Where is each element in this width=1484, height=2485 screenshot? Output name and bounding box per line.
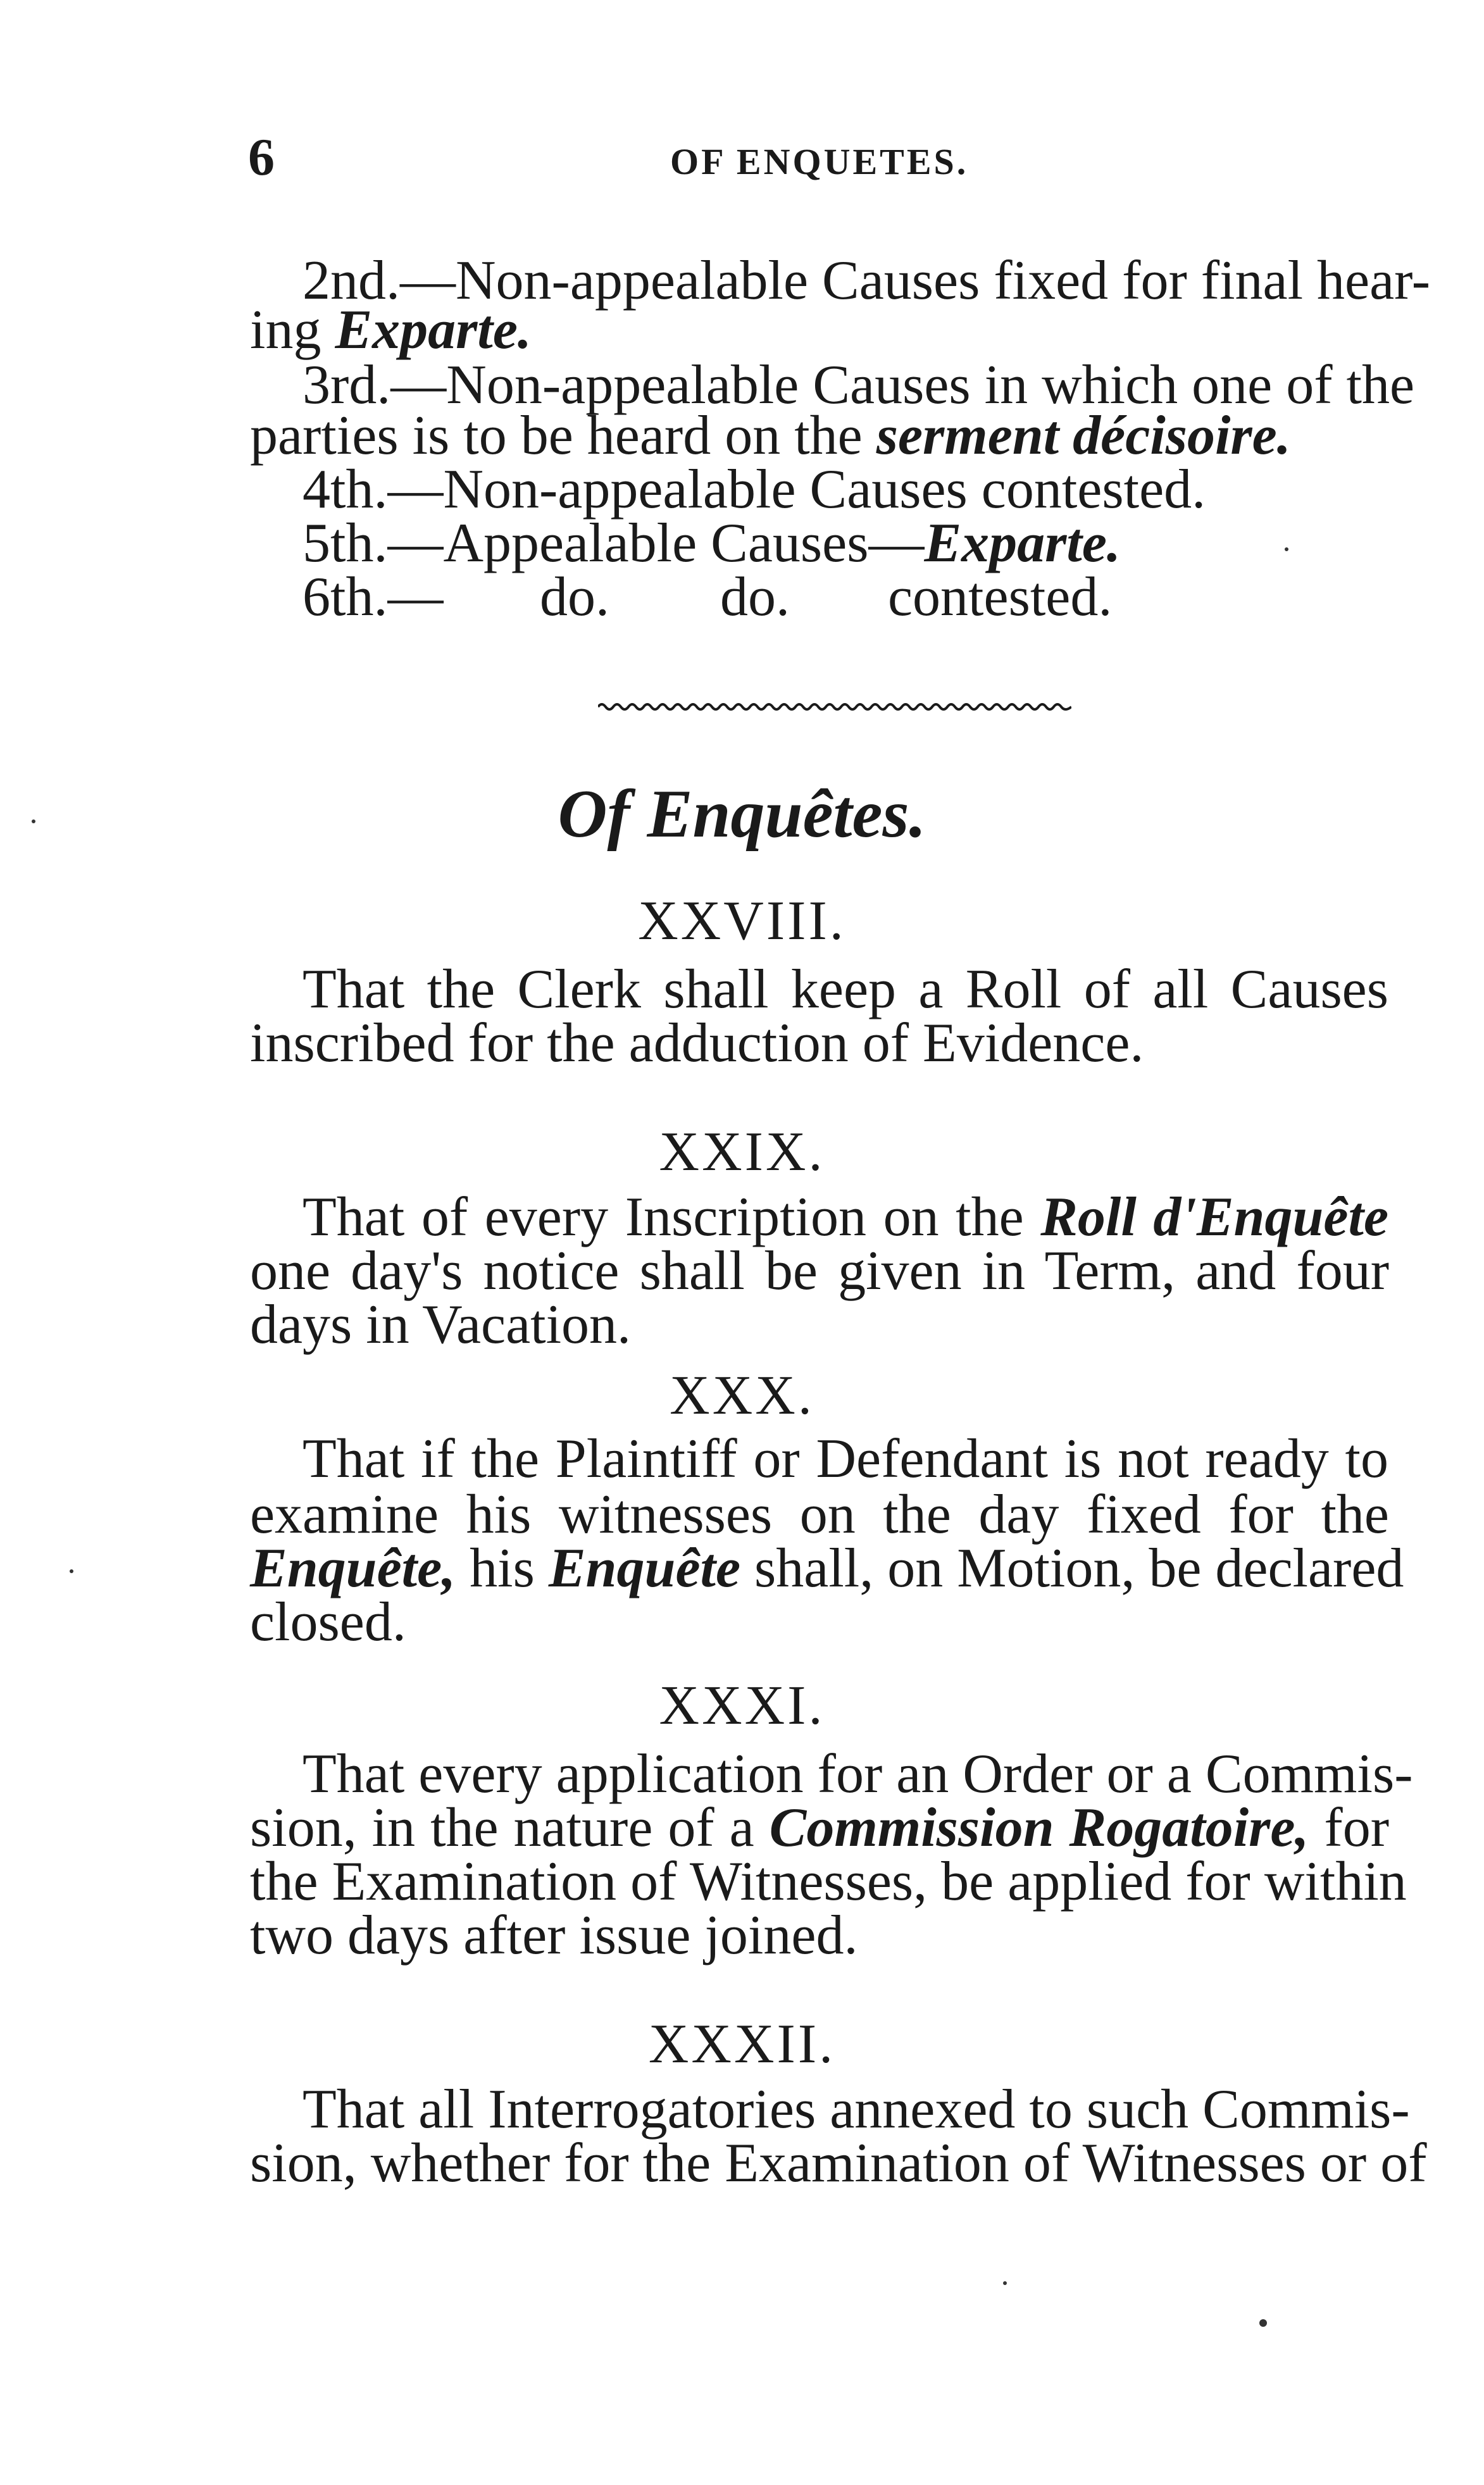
page-header	[248, 127, 1387, 196]
article-numeral: XXXII.	[648, 2014, 836, 2075]
scan-speck	[1285, 547, 1288, 551]
article-line: sion, whether for the Examination of Witnesses or of	[250, 2133, 1427, 2194]
article-numeral: XXXI.	[659, 1675, 825, 1736]
article-line: the Examination of Witnesses, be applied for within	[250, 1851, 1407, 1912]
running-head: OF ENQUETES.	[670, 141, 969, 182]
article-numeral: XXIX.	[659, 1121, 825, 1183]
page-number: 6	[248, 128, 275, 187]
list-item-6: 6th.— do. do. contested.	[302, 566, 1113, 628]
list-item-3-line-1: 3rd.—Non-appealable Causes in which one of the	[302, 354, 1415, 416]
article-line: Enquête, his Enquête shall, on Motion, be declared	[250, 1538, 1404, 1599]
scan-speck	[1259, 2319, 1267, 2327]
article-line: two days after issue joined.	[250, 1905, 858, 1966]
article-line: That the Clerk shall keep a Roll of all Causes	[302, 959, 1388, 1020]
article-line: days in Vacation.	[250, 1294, 632, 1355]
article-line: That every application for an Order or a Commis-	[302, 1743, 1413, 1805]
list-item-2-line-2: ing Exparte.	[250, 299, 532, 361]
wavy-divider	[598, 699, 1071, 714]
article-line: That of every Inscription on the Roll d'Enquête	[302, 1186, 1388, 1248]
scan-speck	[70, 1569, 73, 1573]
list-item-5: 5th.—Appealable Causes—Exparte.	[302, 513, 1121, 574]
article-line: examine his witnesses on the day fixed for the	[250, 1484, 1389, 1545]
list-item-3-line-2: parties is to be heard on the serment décisoire.	[250, 405, 1291, 466]
scan-speck	[32, 819, 35, 823]
list-item-4: 4th.—Non-appealable Causes contested.	[302, 459, 1206, 520]
scan-speck	[1003, 2281, 1007, 2285]
article-line: That all Interrogatories annexed to such Commis-	[302, 2079, 1410, 2140]
article-numeral: XXVIII.	[638, 890, 846, 952]
article-numeral: XXX.	[670, 1365, 814, 1426]
article-line: That if the Plaintiff or Defendant is not ready to	[302, 1428, 1388, 1490]
article-line: one day's notice shall be given in Term, and four	[250, 1240, 1389, 1302]
article-line: closed.	[250, 1591, 406, 1653]
article-line: inscribed for the adduction of Evidence.	[250, 1012, 1144, 1074]
section-title: Of Enquêtes.	[558, 776, 926, 852]
article-line: sion, in the nature of a Commission Rogatoire, for	[250, 1797, 1390, 1859]
list-item-2-line-1: 2nd.—Non-appealable Causes fixed for final hear-	[302, 250, 1430, 311]
